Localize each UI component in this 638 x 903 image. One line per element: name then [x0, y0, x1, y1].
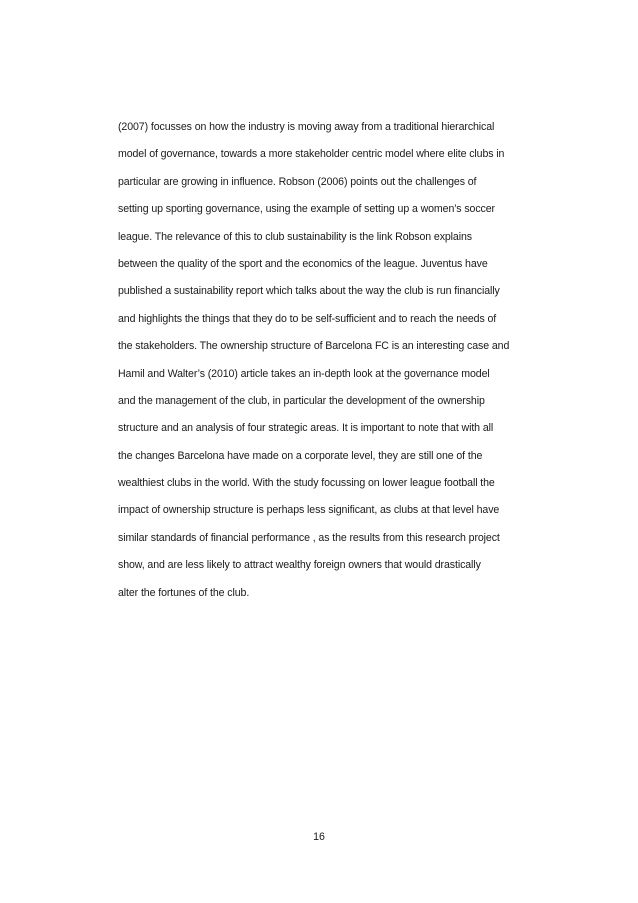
paragraph-line: particular are growing in influence. Robson (2006) points out the challenges of — [118, 175, 477, 188]
paragraph-line: similar standards of financial performance , as the results from this research project — [118, 531, 500, 544]
paragraph-line: the stakeholders. The ownership structure of Barcelona FC is an interesting case and — [118, 340, 510, 353]
paragraph-line: impact of ownership structure is perhaps less significant, as clubs at that level have — [118, 504, 500, 517]
paragraph-line: model of governance, towards a more stakeholder centric model where elite clubs in — [118, 148, 505, 161]
paragraph-line: published a sustainability report which talks about the way the club is run financially — [118, 285, 500, 298]
paragraph-line: and highlights the things that they do to be self-sufficient and to reach the needs of — [118, 312, 497, 325]
paragraph-line: (2007) focusses on how the industry is moving away from a traditional hierarchical — [118, 121, 495, 133]
paragraph-line: wealthiest clubs in the world. With the study focussing on lower league football the — [118, 477, 495, 490]
paragraph-line: alter the fortunes of the club. — [118, 586, 250, 599]
paragraph-line: show, and are less likely to attract wealthy foreign owners that would drastically — [118, 559, 481, 572]
paragraph-line: the changes Barcelona have made on a corporate level, they are still one of the — [118, 449, 483, 462]
paragraph-line: league. The relevance of this to club sustainability is the link Robson explains — [118, 230, 472, 243]
page-number: 16 — [313, 831, 325, 843]
body-paragraph — [118, 114, 568, 607]
paragraph-line: and the management of the club, in particular the development of the ownership — [118, 394, 485, 407]
paragraph-line: structure and an analysis of four strategic areas. It is important to note that with all — [118, 422, 494, 435]
paragraph-line: setting up sporting governance, using the example of setting up a women’s soccer — [118, 203, 495, 216]
paragraph-line: between the quality of the sport and the economics of the league. Juventus have — [118, 257, 488, 270]
paragraph-line: Hamil and Walter’s (2010) article takes an in-depth look at the governance model — [118, 367, 490, 380]
